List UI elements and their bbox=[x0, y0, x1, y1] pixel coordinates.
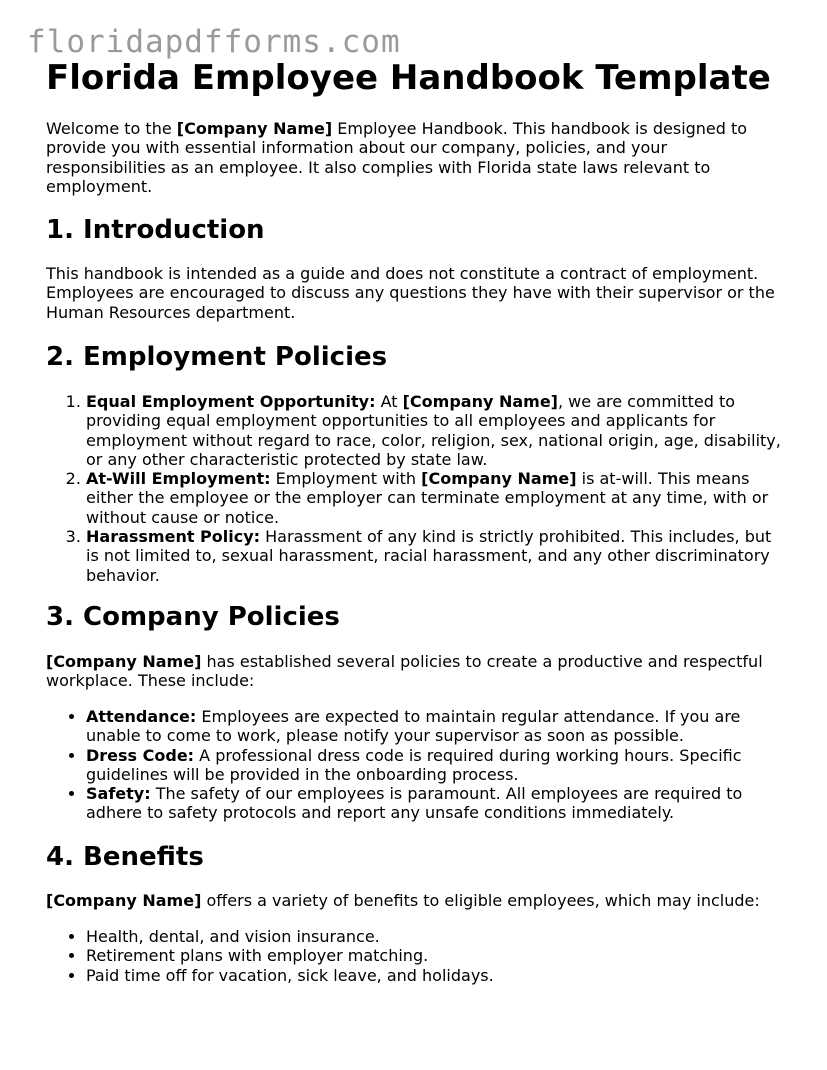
lead-company: [Company Name] bbox=[46, 652, 202, 671]
item-label: Harassment Policy: bbox=[86, 527, 261, 547]
item-text: Harassment of any kind is strictly prohibited. This includes, but is not limited to, sexual harassment, racial harassment, and any other discriminatory behavior. bbox=[86, 527, 772, 585]
list-item bbox=[86, 707, 786, 746]
item-label: Safety: bbox=[86, 784, 151, 804]
item-label: Equal Employment Opportunity: bbox=[86, 392, 376, 411]
watermark: floridapdfforms.com bbox=[27, 24, 401, 60]
lead-company: [Company Name] bbox=[46, 891, 202, 910]
lead-text: offers a variety of benefits to eligible employees, which may include: bbox=[201, 891, 760, 910]
employment-policies-list bbox=[46, 392, 786, 585]
item-text-post: , we are committed to providing equal employment opportunities to all employees and applicants for employment without regard to race, color, religion, sex, national origin, age, disability, or any other characteristic protected by state law. bbox=[86, 392, 781, 469]
list-item bbox=[86, 469, 786, 527]
list-item: • Retirement plans with employer matching. bbox=[86, 946, 786, 965]
item-text-pre: Employment with bbox=[270, 469, 422, 489]
introduction-paragraph: This handbook is intended as a guide and does not constitute a contract of employment. Employees are encouraged to discuss any questions they have with their supervisor or the Human Resources department. bbox=[46, 264, 775, 322]
item-text-pre: At bbox=[375, 392, 403, 411]
benefits-list bbox=[46, 927, 786, 985]
benefits-lead bbox=[46, 891, 786, 910]
list-item bbox=[86, 746, 786, 785]
item-label: At-Will Employment: bbox=[86, 469, 271, 489]
intro-paragraph bbox=[46, 119, 786, 196]
lead-text: has established several policies to create a productive and respectful workplace. These include: bbox=[46, 652, 763, 691]
heading-employment-policies: 2. Employment Policies bbox=[46, 342, 388, 372]
item-label: Attendance: bbox=[86, 707, 197, 726]
intro-company: [Company Name] bbox=[176, 119, 333, 138]
heading-company-policies: 3. Company Policies bbox=[46, 602, 340, 632]
item-text: Employees are expected to maintain regular attendance. If you are unable to come to work, please notify your supervisor as soon as possible. bbox=[86, 707, 741, 746]
item-company: [Company Name] bbox=[421, 469, 577, 489]
item-company: [Company Name] bbox=[402, 392, 558, 411]
list-item: • Health, dental, and vision insurance. bbox=[86, 927, 786, 946]
heading-introduction: 1. Introduction bbox=[46, 215, 265, 245]
intro-post: Employee Handbook. This handbook is designed to provide you with essential information about our company, policies, and your responsibilities as an employee. It also complies with Florida state laws relevant to employment. bbox=[46, 119, 748, 196]
list-item: • Paid time off for vacation, sick leave, and holidays. bbox=[86, 966, 786, 985]
item-text-post: is at-will. This means either the employee or the employer can terminate employment at any time, with or without cause or notice. bbox=[86, 469, 769, 527]
company-policies-lead bbox=[46, 652, 786, 691]
item-text: A professional dress code is required during working hours. Specific guidelines will be provided in the onboarding process. bbox=[86, 745, 742, 784]
item-label: Dress Code: bbox=[86, 745, 195, 765]
intro-pre: Welcome to the bbox=[46, 119, 177, 138]
company-policies-list bbox=[46, 707, 786, 823]
list-item bbox=[86, 527, 786, 585]
list-item bbox=[86, 392, 786, 469]
item-text: The safety of our employees is paramount. All employees are required to adhere to safety protocols and report any unsafe conditions immediately. bbox=[86, 784, 743, 823]
heading-benefits: 4. Benefits bbox=[46, 842, 204, 872]
list-item bbox=[86, 784, 786, 823]
page-title: Florida Employee Handbook Template bbox=[46, 58, 771, 98]
